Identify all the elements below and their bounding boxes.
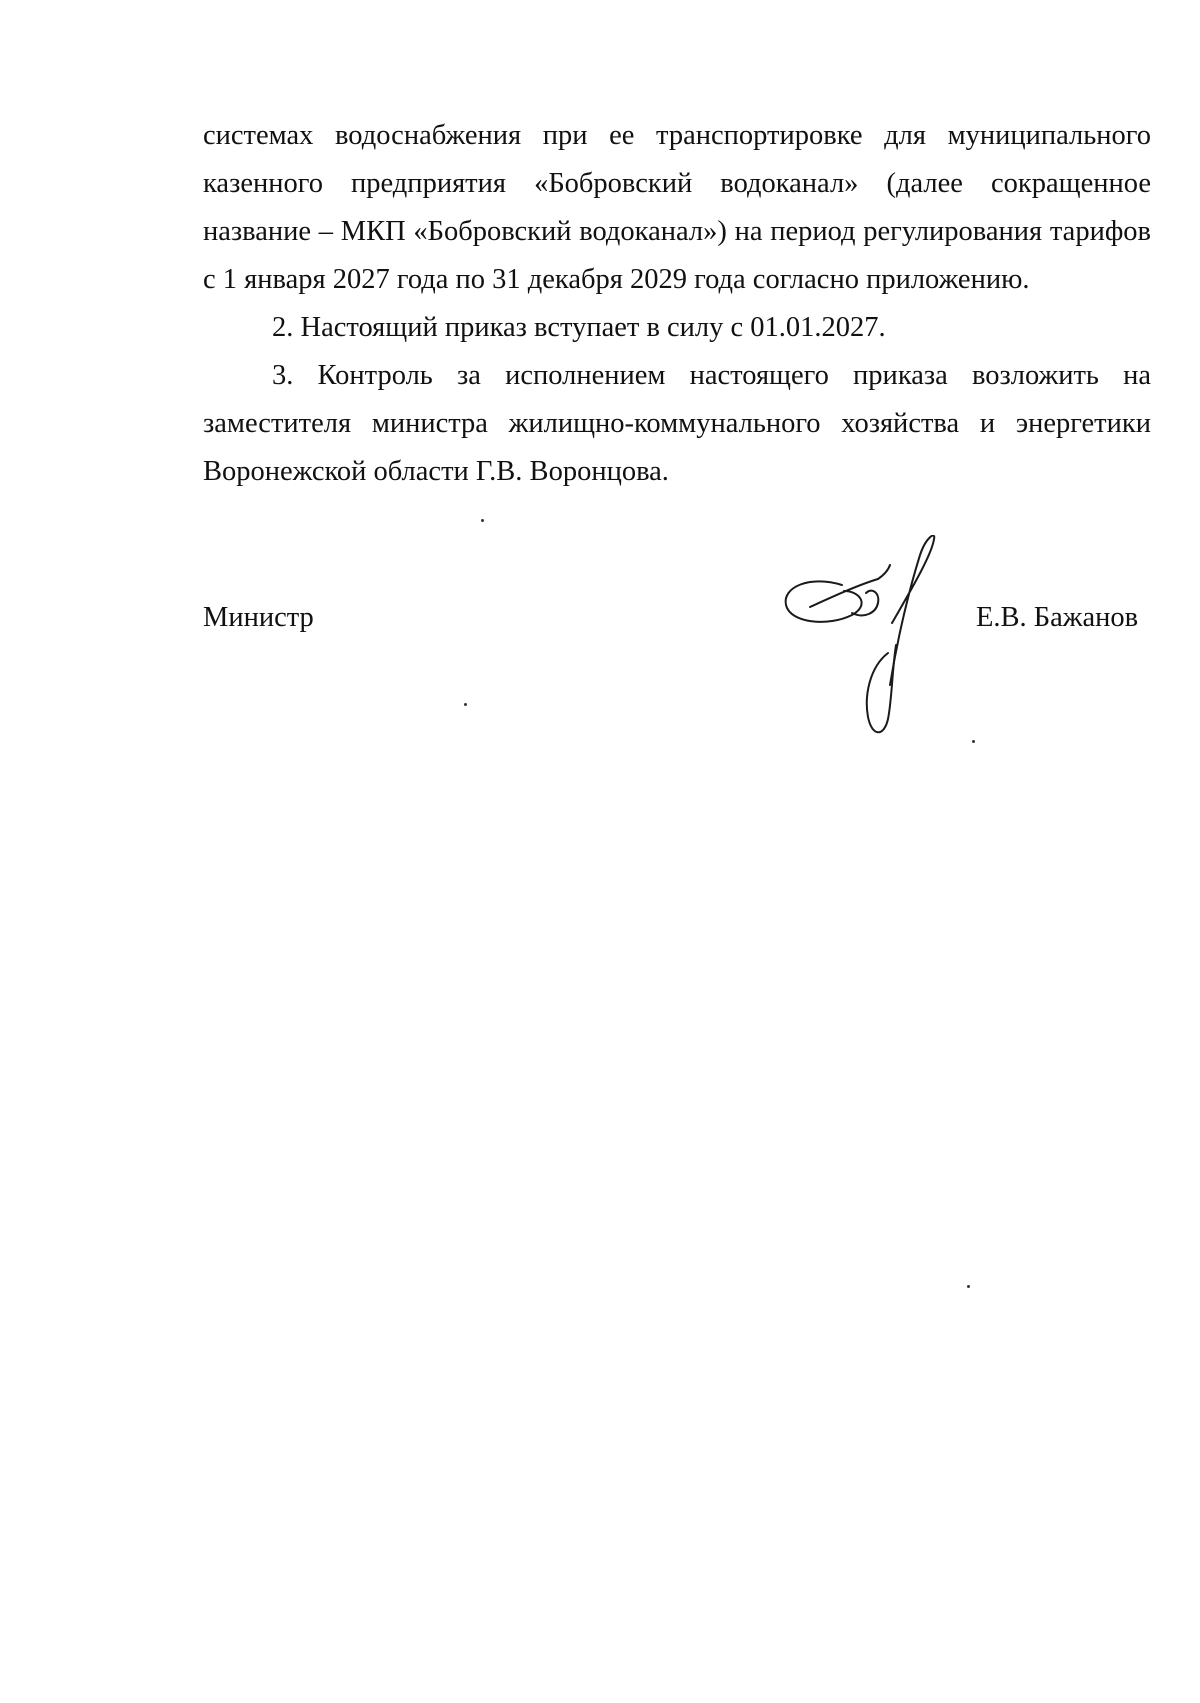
paragraph-3: 3. Контроль за исполнением настоящего приказа возложить на заместителя министра жилищно-коммунального хозяйства и энергетики Воронежской области Г.В. Воронцова. (203, 360, 1151, 487)
scan-speck (464, 703, 467, 706)
scan-speck (481, 519, 484, 522)
paragraph-2: 2. Настоящий приказ вступает в силу с 01.01.2027. (272, 312, 886, 343)
signatory-position: Министр (203, 602, 314, 633)
paragraph-continuation: системах водоснабжения при ее транспортировке для муниципального казенного предприятия «Бобровский водоканал» (далее сокращенное название – МКП «Бобровский водоканал») на период регулирования тарифов с 1 января 2027 года по 31 декабря 2029 года согласно приложению. (203, 120, 1151, 295)
document-body (203, 112, 1151, 496)
scan-speck (967, 1285, 970, 1288)
signatory-name: Е.В. Бажанов (976, 602, 1139, 633)
handwritten-signature (780, 535, 960, 745)
scan-speck (972, 740, 975, 743)
